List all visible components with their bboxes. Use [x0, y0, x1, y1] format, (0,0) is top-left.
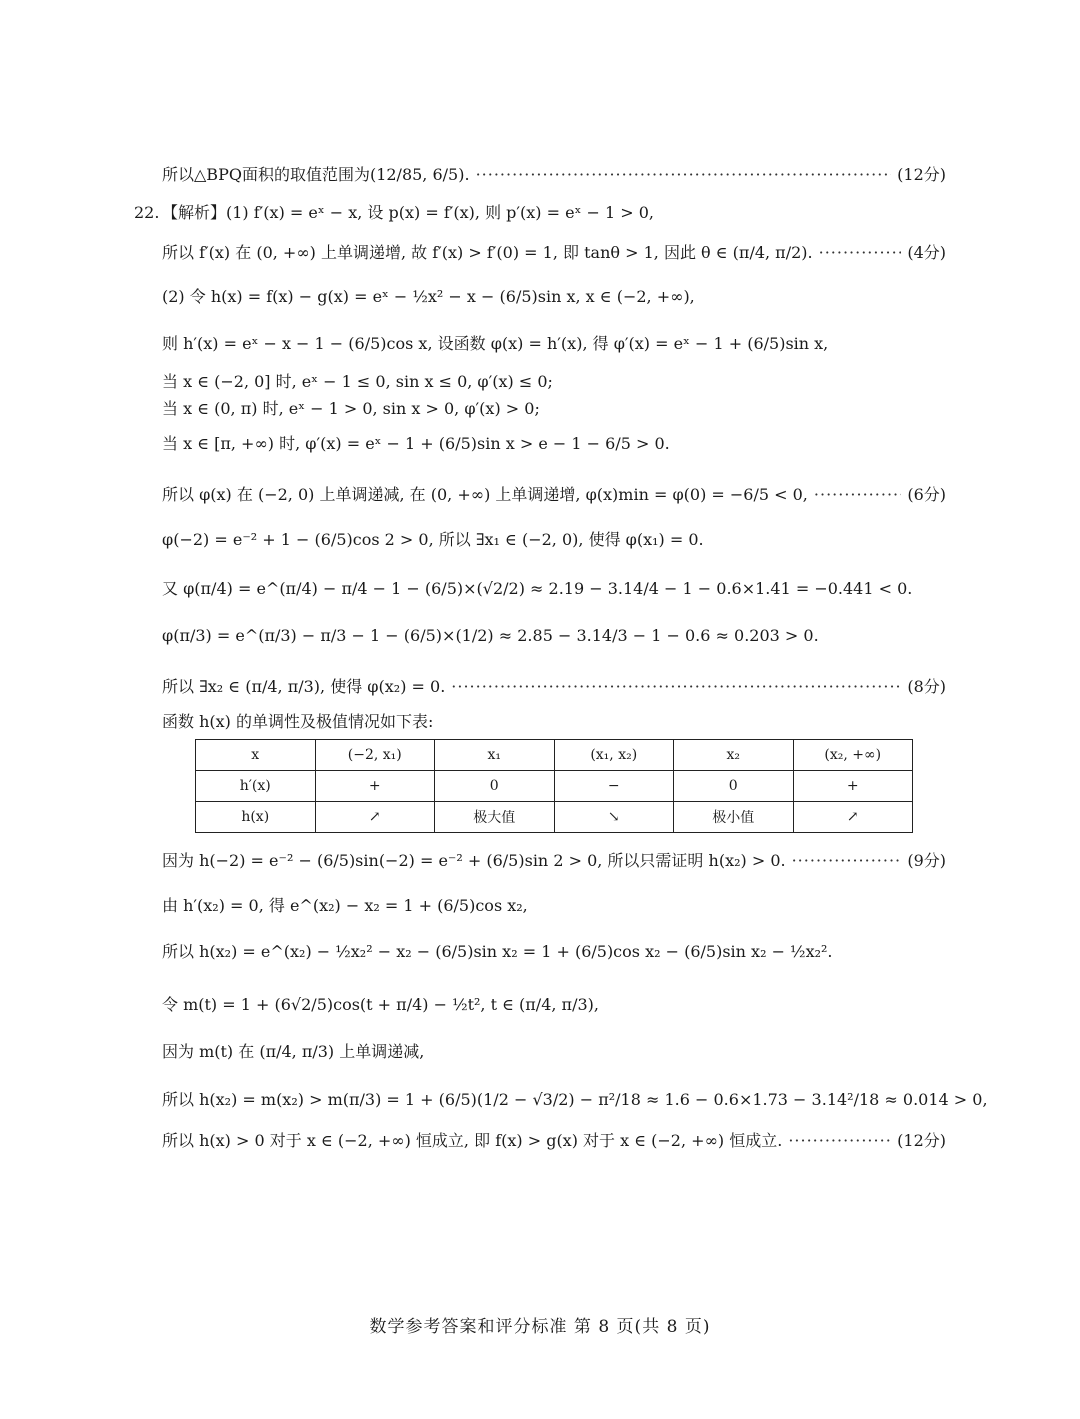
table-cell: + [315, 771, 435, 802]
h-x2-expression-line: 所以 h(x₂) = e^(x₂) − ½x₂² − x₂ − (6/5)sin x₂ = 1 + (6/5)cos x₂ − (6/5)sin x₂ − ½x₂². [162, 942, 833, 961]
leader-dots [819, 243, 902, 262]
table-cell: ↗ [793, 802, 913, 833]
case-1-line: 当 x ∈ (−2, 0] 时, eˣ − 1 ≤ 0, sin x ≤ 0, φ′(x) ≤ 0; [162, 372, 553, 391]
line-phi-monotonic [162, 482, 946, 505]
case-3-line: 当 x ∈ [π, +∞) 时, φ′(x) = eˣ − 1 + (6/5)sin x > e − 1 − 6/5 > 0. [162, 434, 670, 453]
table-cell: 0 [674, 771, 794, 802]
line-h-minus-two [162, 848, 946, 871]
score-label: (4分) [907, 243, 946, 262]
phi-pi-over-4-line: 又 φ(π/4) = e^(π/4) − π/4 − 1 − (6/5)×(√2/2) ≈ 2.19 − 3.14/4 − 1 − 0.6×1.41 = −0.441 < 0. [162, 579, 913, 598]
leader-dots [792, 851, 902, 870]
table-cell: x [196, 740, 316, 771]
table-cell: x₂ [674, 740, 794, 771]
table-row [196, 771, 913, 802]
score-label: (8分) [907, 677, 946, 696]
line-bpq-range [162, 162, 946, 185]
score-label: (6分) [907, 485, 946, 504]
line-conclusion [162, 1128, 946, 1151]
h-prime-x2-line: 由 h′(x₂) = 0, 得 e^(x₂) − x₂ = 1 + (6/5)cos x₂, [162, 896, 528, 915]
table-cell: 极小值 [674, 802, 794, 833]
score-label: (12分) [897, 165, 946, 184]
derivative-h-line: 则 h′(x) = eˣ − x − 1 − (6/5)cos x, 设函数 φ(x) = h′(x), 得 φ′(x) = eˣ − 1 + (6/5)sin x, [162, 334, 829, 353]
line-exists-x2 [162, 674, 946, 697]
line-text: 所以 φ(x) 在 (−2, 0) 上单调递减, 在 (0, +∞) 上单调递增, φ(x)min = φ(0) = −6/5 < 0, [162, 485, 808, 504]
table-cell: (x₁, x₂) [554, 740, 674, 771]
h-x2-estimate-line: 所以 h(x₂) = m(x₂) > m(π/3) = 1 + (6/5)(1/2 − √3/2) − π²/18 ≈ 1.6 − 0.6×1.73 − 3.14²/18 ≈ 0.014 > 0, [162, 1090, 988, 1109]
leader-dots [788, 1131, 891, 1150]
score-label: (12分) [897, 1131, 946, 1150]
table-cell: 极大值 [435, 802, 555, 833]
define-m-line: 令 m(t) = 1 + (6√2/5)cos(t + π/4) − ½t², t ∈ (π/4, π/3), [162, 995, 599, 1014]
score-label: (9分) [907, 851, 946, 870]
leader-dots [814, 485, 901, 504]
line-text: 所以△BPQ面积的取值范围为(12/85, 6/5). [162, 165, 470, 184]
table-row [196, 802, 913, 833]
table-row [196, 740, 913, 771]
phi-pi-over-3-line: φ(π/3) = e^(π/3) − π/3 − 1 − (6/5)×(1/2) ≈ 2.85 − 3.14/3 − 1 − 0.6 ≈ 0.203 > 0. [162, 626, 819, 645]
line-theta-range [162, 240, 946, 263]
table-cell: (−2, x₁) [315, 740, 435, 771]
table-cell: h(x) [196, 802, 316, 833]
table-cell: h′(x) [196, 771, 316, 802]
line-text: 因为 h(−2) = e⁻² − (6/5)sin(−2) = e⁻² + (6/5)sin 2 > 0, 所以只需证明 h(x₂) > 0. [162, 851, 786, 870]
case-2-line: 当 x ∈ (0, π) 时, eˣ − 1 > 0, sin x > 0, φ′(x) > 0; [162, 399, 540, 418]
phi-minus-two-line: φ(−2) = e⁻² + 1 − (6/5)cos 2 > 0, 所以 ∃x₁ ∈ (−2, 0), 使得 φ(x₁) = 0. [162, 530, 704, 549]
line-text: 所以 f′(x) 在 (0, +∞) 上单调递增, 故 f′(x) > f′(0) = 1, 即 tanθ > 1, 因此 θ ∈ (π/4, π/2). [162, 243, 813, 262]
table-cell: ↘ [554, 802, 674, 833]
table-intro-line: 函数 h(x) 的单调性及极值情况如下表: [162, 712, 434, 731]
table-cell: ↗ [315, 802, 435, 833]
table-cell: (x₂, +∞) [793, 740, 913, 771]
page-footer: 数学参考答案和评分标准 第 8 页(共 8 页) [369, 1317, 711, 1337]
table-cell: − [554, 771, 674, 802]
table-cell: 0 [435, 771, 555, 802]
part2-define-h: (2) 令 h(x) = f(x) − g(x) = eˣ − ½x² − x − (6/5)sin x, x ∈ (−2, +∞), [162, 287, 695, 306]
line-text: 所以 h(x) > 0 对于 x ∈ (−2, +∞) 恒成立, 即 f(x) > g(x) 对于 x ∈ (−2, +∞) 恒成立. [162, 1131, 783, 1150]
table-cell: + [793, 771, 913, 802]
solution-part1-line: 【解析】(1) f′(x) = eˣ − x, 设 p(x) = f′(x), 则 p′(x) = eˣ − 1 > 0, [162, 203, 654, 222]
m-decreasing-line: 因为 m(t) 在 (π/4, π/3) 上单调递减, [162, 1042, 425, 1061]
leader-dots [476, 165, 892, 184]
line-text: 所以 ∃x₂ ∈ (π/4, π/3), 使得 φ(x₂) = 0. [162, 677, 446, 696]
question-number: 22. [134, 203, 160, 222]
table-cell: x₁ [435, 740, 555, 771]
leader-dots [451, 677, 901, 696]
monotonicity-table [195, 739, 913, 833]
